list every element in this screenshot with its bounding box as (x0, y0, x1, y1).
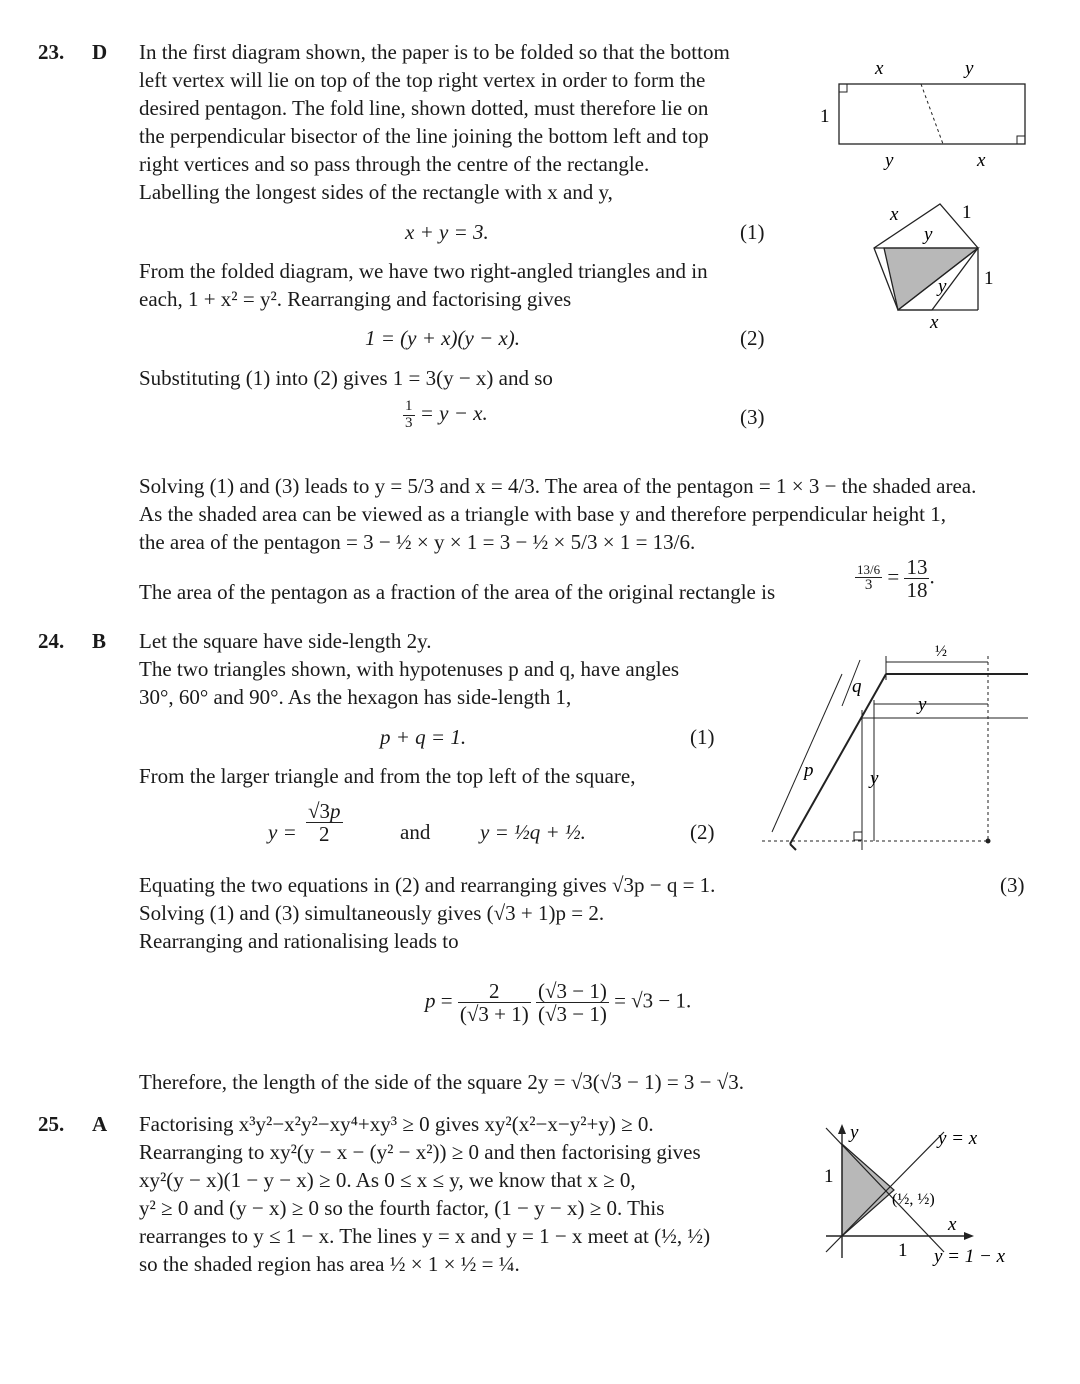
label-y-top: y (918, 694, 927, 715)
q23-equation-3 (403, 399, 488, 432)
label-half: ½ (935, 643, 947, 660)
label-one-left: 1 (820, 106, 830, 127)
fraction-rationalise: $\frac{(√3 - 1)}{(√3 - 1)}$ (537, 979, 607, 1027)
text-line: 30°, 60° and 90°. As the hexagon has side-length 1, (139, 685, 572, 709)
q23-paragraph-2 (139, 257, 708, 313)
q23-rectangle-diagram (815, 48, 1045, 176)
label-x-bottom: x (930, 312, 939, 332)
fraction-2-over: $\frac{2}{(√3 + 1)}$ (459, 979, 529, 1027)
answer-24: B (92, 629, 107, 653)
q24-equation-2-label: (2) (690, 820, 715, 844)
q24-paragraph-3 (139, 871, 715, 955)
label-x-top: x (875, 58, 884, 79)
label-q: q (852, 676, 862, 697)
q24-equation-4: p = $\frac{2}{(√3 + 1)}$ $\frac{(√3 - 1)}{(√3 - 1)}$ = √3 − 1. (425, 979, 692, 1027)
question-number-25: 25. (38, 1112, 65, 1136)
q24-equation-1: p + q = 1. (380, 725, 467, 749)
text-line: Rearranging to xy²(y − x − (y² − x²)) ≥ 0 and then factorising gives (139, 1140, 701, 1164)
q24-hexagon-square-diagram (762, 636, 1034, 856)
text-line: rearranges to y ≤ 1 − x. The lines y = x and y = 1 − x meet at (½, ½) (139, 1224, 711, 1248)
q24-paragraph-2: From the larger triangle and from the top left of the square, (139, 764, 636, 788)
text-line: In the first diagram shown, the paper is to be folded so that the bottom (139, 40, 730, 64)
question-number-24: 24. (38, 629, 65, 653)
q25-paragraph-1 (139, 1110, 710, 1278)
text-line: The two triangles shown, with hypotenuses p and q, have angles (139, 657, 680, 681)
text-line: left vertex will lie on top of the top right vertex in order to form the (139, 68, 706, 92)
label-y: y (924, 224, 933, 245)
text-line: the perpendicular bisector of the line joining the bottom left and top (139, 124, 709, 148)
text-line: From the folded diagram, we have two right-angled triangles and in (139, 259, 708, 283)
q23-equation-2: 1 = (y + x)(y − x). (365, 326, 521, 350)
text-line: desired pentagon. The fold line, shown dotted, must therefore lie on (139, 96, 709, 120)
fraction-one-third: $\frac{1}{3}$ (405, 398, 413, 431)
text-line: Solving (1) and (3) simultaneously gives (√3 + 1)p = 2. (139, 901, 605, 925)
text-line: As the shaded area can be viewed as a triangle with base y and therefore perpendicular height 1, (139, 502, 946, 526)
label-y-bottom: y (885, 150, 894, 171)
label-one-x: 1 (898, 1240, 908, 1261)
result-fraction: $\frac{13}{18}$ (906, 555, 928, 603)
label-intersection: (½, ½) (892, 1191, 935, 1208)
q24-paragraph-4: Therefore, the length of the side of the square 2y = √3(√3 − 1) = 3 − √3. (139, 1070, 745, 1094)
label-y-inner: y (938, 276, 947, 297)
q23-pentagon-diagram (862, 192, 1002, 332)
label-one: 1 (962, 202, 972, 223)
label-y-axis: y (850, 1122, 859, 1143)
q24-equation-3-label: (3) (1000, 873, 1025, 897)
q24-paragraph-1 (139, 627, 679, 711)
label-p: p (804, 760, 814, 781)
text-line: y² ≥ 0 and (y − x) ≥ 0 so the fourth factor, (1 − y − x) ≥ 0. This (139, 1196, 665, 1220)
answer-23: D (92, 40, 108, 64)
text-line: Labelling the longest sides of the rectangle with x and y, (139, 180, 613, 204)
q23-equation-1: x + y = 3. (405, 220, 489, 244)
text-line: so the shaded region has area ½ × 1 × ½ = ¼. (139, 1252, 520, 1276)
q23-paragraph-1 (139, 38, 730, 206)
equation-result: = √3 − 1. (614, 988, 692, 1013)
label-line-y-equals-x: y = x (938, 1128, 978, 1149)
question-number-23: 23. (38, 40, 65, 64)
text-line: xy²(y − x)(1 − y − x) ≥ 0. As 0 ≤ x ≤ y, we know that x ≥ 0, (139, 1168, 636, 1192)
q24-equation-2-left: y = (268, 820, 297, 844)
label-y-top: y (965, 58, 974, 79)
q24-sqrt3p-over-2 (306, 800, 343, 845)
text-line: the area of the pentagon = 3 − ½ × y × 1 = 3 − ½ × 5/3 × 1 = 13/6. (139, 530, 696, 554)
q24-equation-2-and: and (400, 820, 431, 844)
text-line: right vertices and so pass through the centre of the rectangle. (139, 152, 650, 176)
q23-paragraph-4 (139, 472, 976, 556)
text-line: Let the square have side-length 2y. (139, 629, 432, 653)
q24-equation-2-right: y = ½q + ½. (480, 820, 586, 844)
text-line: each, 1 + x² = y². Rearranging and factorising gives (139, 287, 572, 311)
q23-fraction-result: $\frac{13/6}{3}$ = $\frac{13}{18}$ . (857, 555, 935, 603)
label-one-right: 1 (984, 268, 994, 289)
q23-equation-2-label: (2) (740, 326, 765, 350)
compound-fraction: $\frac{13/6}{3}$ (857, 562, 881, 593)
text-line: Equating the two equations in (2) and rearranging gives √3p − q = 1. (139, 873, 716, 897)
fraction: $\frac{√3p}{2}$ (308, 799, 341, 847)
q25-region-diagram (818, 1118, 1038, 1268)
text-line: Factorising x³y²−x²y²−xy⁴+xy³ ≥ 0 gives xy²(x²−x−y²+y) ≥ 0. (139, 1112, 654, 1136)
text-line: Rearranging and rationalising leads to (139, 929, 459, 953)
label-x-axis: x (948, 1214, 957, 1235)
q24-equation-1-label: (1) (690, 725, 715, 749)
equation-rhs: = y − x. (419, 401, 488, 426)
q23-paragraph-5: The area of the pentagon as a fraction of the area of the original rectangle is (139, 580, 776, 604)
q23-paragraph-3: Substituting (1) into (2) gives 1 = 3(y − x) and so (139, 366, 553, 390)
label-x: x (890, 204, 899, 225)
text-line: Solving (1) and (3) leads to y = 5/3 and x = 4/3. The area of the pentagon = 1 × 3 − the shaded area. (139, 474, 977, 498)
label-one-y: 1 (824, 1166, 834, 1187)
answer-25: A (92, 1112, 108, 1136)
q23-equation-3-label: (3) (740, 405, 765, 429)
label-line-y-equals-1-minus-x: y = 1 − x (934, 1246, 1006, 1267)
q23-equation-1-label: (1) (740, 220, 765, 244)
label-y-side: y (870, 768, 879, 789)
label-x-bottom: x (977, 150, 986, 171)
